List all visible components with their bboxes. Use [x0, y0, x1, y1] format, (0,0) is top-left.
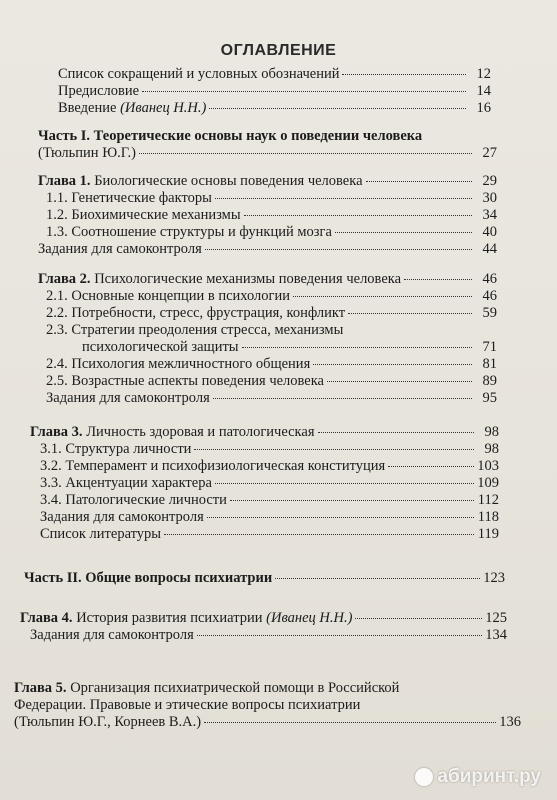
- toc-entry-introduction: [58, 100, 491, 117]
- page-number: 27: [482, 145, 497, 161]
- toc-entry-2-2: [46, 305, 497, 322]
- toc-entry-1-1: [46, 190, 497, 207]
- toc-entry-1-3: [46, 224, 497, 241]
- entry-text: 1.1. Генетические факторы: [46, 190, 212, 206]
- page-number: 98: [484, 441, 499, 457]
- page-number: 14: [476, 83, 491, 99]
- toc-entry-2-1: [46, 288, 497, 305]
- labirint-logo-icon: [415, 768, 433, 786]
- entry-text: Глава 2. Психологические механизмы поведения человека: [38, 271, 402, 287]
- toc-entry-4-tasks: [30, 627, 507, 644]
- page-number: 59: [482, 305, 497, 321]
- leader-dots: [230, 499, 474, 501]
- page-number: 46: [482, 271, 497, 287]
- chapter-3-heading: [30, 424, 499, 441]
- leader-dots: [388, 465, 474, 467]
- leader-dots: [335, 231, 472, 233]
- entry-text: Предисловие: [58, 83, 140, 99]
- leader-dots: [209, 107, 466, 109]
- leader-dots: [313, 363, 472, 365]
- toc-entry-3-tasks: [40, 509, 499, 526]
- entry-text: Введение (Иванец Н.Н.): [58, 100, 207, 116]
- chapter-2-heading: [38, 271, 497, 288]
- page-number: 118: [477, 509, 499, 525]
- page-number: 103: [477, 458, 499, 474]
- entry-text: Глава 5.: [14, 680, 67, 696]
- leader-dots: [355, 617, 482, 619]
- entry-text: 3.3. Акцентуации характера: [40, 475, 212, 491]
- toc-entry-1-tasks: [38, 241, 497, 258]
- entry-text: 3.4. Патологические личности: [40, 492, 227, 508]
- entry-text: (Тюльпин Ю.Г.): [38, 145, 136, 161]
- page-number: 44: [482, 241, 497, 257]
- page-number: 109: [477, 475, 499, 491]
- entry-text: Задания для самоконтроля: [38, 241, 202, 257]
- chapter-1-heading: [38, 173, 497, 190]
- page-number: 98: [484, 424, 499, 440]
- leader-dots: [293, 295, 472, 297]
- page-number: 123: [483, 570, 505, 586]
- leader-dots: [318, 431, 475, 433]
- entry-text: 2.2. Потребности, стресс, фрустрация, конфликт: [46, 305, 346, 321]
- toc-entry-2-5: [46, 373, 497, 390]
- leader-dots: [205, 248, 472, 250]
- toc-entry-2-3-line2: [82, 339, 497, 356]
- leader-dots: [207, 516, 474, 518]
- page-number: 40: [482, 224, 497, 240]
- toc-entry-1-2: [46, 207, 497, 224]
- entry-text: 3.1. Структура личности: [40, 441, 192, 457]
- leader-dots: [142, 90, 466, 92]
- leader-dots: [348, 312, 472, 314]
- leader-dots: [197, 634, 482, 636]
- entry-text: Задания для самоконтроля: [46, 390, 210, 406]
- leader-dots: [327, 380, 472, 382]
- leader-dots: [204, 721, 496, 723]
- entry-text: Организация психиатрической помощи в Российской: [70, 680, 400, 696]
- toc-entry-bibliography: [40, 526, 499, 543]
- toc-entry-3-2: [40, 458, 499, 475]
- toc-title: ОГЛАВЛЕНИЕ: [220, 42, 337, 59]
- toc-entry-abbreviations: [58, 66, 491, 83]
- page-number: 95: [482, 390, 497, 406]
- page-number: 81: [482, 356, 497, 372]
- entry-text: 2.5. Возрастные аспекты поведения человека: [46, 373, 324, 389]
- entry-text: (Тюльпин Ю.Г., Корнеев В.А.): [14, 714, 202, 730]
- page-number: 134: [485, 627, 507, 643]
- toc-entry-2-tasks: [46, 390, 497, 407]
- leader-dots: [194, 448, 474, 450]
- toc-entry-2-4: [46, 356, 497, 373]
- entry-text: 2.4. Психология межличностного общения: [46, 356, 311, 372]
- leader-dots: [342, 73, 466, 75]
- leader-dots: [215, 482, 474, 484]
- page-number: 112: [477, 492, 499, 508]
- entry-text: 3.2. Темперамент и психофизиологическая конституция: [40, 458, 386, 474]
- page-number: 89: [482, 373, 497, 389]
- page-number: 119: [477, 526, 499, 542]
- toc-entry-3-4: [40, 492, 499, 509]
- page-number: 34: [482, 207, 497, 223]
- leader-dots: [244, 214, 472, 216]
- entry-text: 1.3. Соотношение структуры и функций мозга: [46, 224, 332, 240]
- entry-text: Задания для самоконтроля: [40, 509, 204, 525]
- leader-dots: [404, 278, 472, 280]
- entry-text: Задания для самоконтроля: [30, 627, 194, 643]
- chapter-4-heading: [20, 610, 507, 627]
- entry-text: психологической защиты: [82, 339, 239, 355]
- entry-text: Глава 4. История развития психиатрии (Иванец Н.Н.): [20, 610, 353, 626]
- entry-text: Часть II. Общие вопросы психиатрии: [24, 570, 273, 586]
- part-1-author-line: [38, 145, 497, 162]
- entry-text: Теоретические основы наук о поведении человека: [93, 128, 423, 144]
- page-number: 125: [485, 610, 507, 626]
- chapter-5-author-line: [14, 714, 521, 731]
- entry-text: Глава 3. Личность здоровая и патологическая: [30, 424, 315, 440]
- labirint-watermark: абиринт.ру: [415, 766, 541, 788]
- entry-text: Часть I.: [38, 128, 91, 144]
- page-number: 16: [476, 100, 491, 116]
- part-2-heading: [24, 570, 505, 587]
- page-number: 29: [482, 173, 497, 189]
- toc-entry-3-3: [40, 475, 499, 492]
- toc-entry-preface: [58, 83, 491, 100]
- part-1-heading: [38, 128, 422, 145]
- chapter-5-heading-line2: Федерации. Правовые и этические вопросы психиатрии: [14, 697, 361, 713]
- page-number: 71: [482, 339, 497, 355]
- page-number: 12: [476, 66, 491, 82]
- leader-dots: [275, 577, 480, 579]
- leader-dots: [139, 152, 472, 154]
- page-number: 30: [482, 190, 497, 206]
- leader-dots: [242, 346, 472, 348]
- leader-dots: [213, 397, 472, 399]
- entry-text: Список сокращений и условных обозначений: [58, 66, 340, 82]
- entry-text: Глава 1. Биологические основы поведения человека: [38, 173, 363, 189]
- toc-entry-2-3-line1: 2.3. Стратегии преодоления стресса, механизмы: [46, 322, 344, 338]
- entry-text: Список литературы: [40, 526, 162, 542]
- entry-text: 2.1. Основные концепции в психологии: [46, 288, 291, 304]
- toc-entry-3-1: [40, 441, 499, 458]
- chapter-5-heading-line1: [14, 680, 399, 697]
- leader-dots: [366, 180, 472, 182]
- entry-text: 1.2. Биохимические механизмы: [46, 207, 241, 223]
- page-number: 136: [499, 714, 521, 730]
- leader-dots: [215, 197, 472, 199]
- leader-dots: [164, 533, 474, 535]
- page-number: 46: [482, 288, 497, 304]
